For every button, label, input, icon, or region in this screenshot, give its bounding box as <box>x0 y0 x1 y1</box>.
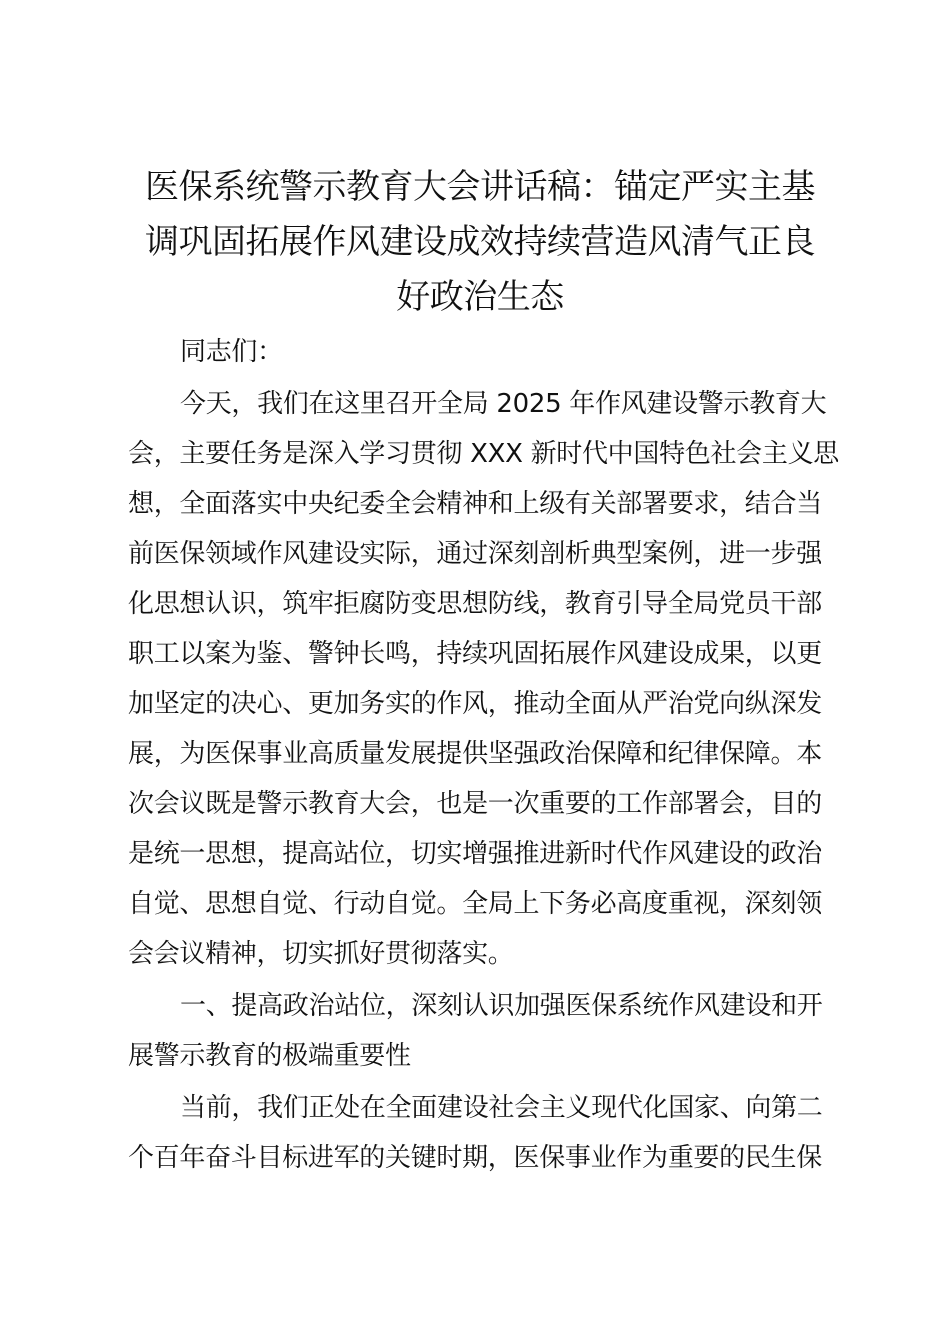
paragraph-line: 化思想认识，筑牢拒腐防变思想防线，教育引导全局党员干部 <box>128 589 822 619</box>
section-heading-line: 一、提高政治站位，深刻认识加强医保系统作风建设和开 <box>180 991 823 1021</box>
paragraph-line: 是统一思想，提高站位，切实增强推进新时代作风建设的政治 <box>128 839 822 869</box>
title-line: 好政治生态 <box>396 277 564 317</box>
document-body <box>128 327 839 1183</box>
paragraph-line: 会，主要任务是深入学习贯彻 XXX 新时代中国特色社会主义思 <box>128 439 839 469</box>
salutation <box>128 327 832 377</box>
paragraph-line: 职工以案为鉴、警钟长鸣，持续巩固拓展作风建设成果，以更 <box>128 639 822 669</box>
paragraph-line: 当前，我们正处在全面建设社会主义现代化国家、向第二 <box>180 1093 823 1123</box>
paragraph-line: 今天，我们在这里召开全局 2025 年作风建设警示教育大 <box>180 389 827 419</box>
paragraph-line: 自觉、思想自觉、行动自觉。全局上下务必高度重视，深刻领 <box>128 889 822 919</box>
paragraph-line: 前医保领域作风建设实际，通过深刻剖析典型案例，进一步强 <box>128 539 822 569</box>
paragraph-line: 会会议精神，切实抓好贯彻落实。 <box>128 939 514 969</box>
salutation-text: 同志们： <box>180 337 283 367</box>
paragraph-line: 想，全面落实中央纪委全会精神和上级有关部署要求，结合当 <box>128 489 822 519</box>
document-page <box>128 160 839 1183</box>
paragraph-section-1 <box>128 1083 832 1183</box>
title-line: 调巩固拓展作风建设成效持续营造风清气正良 <box>145 222 815 262</box>
paragraph-line: 展，为医保事业高质量发展提供坚强政治保障和纪律保障。本 <box>128 739 822 769</box>
paragraph-line: 个百年奋斗目标进军的关键时期，医保事业作为重要的民生保 <box>128 1143 822 1173</box>
document-title <box>128 160 832 325</box>
section-heading-line: 展警示教育的极端重要性 <box>128 1041 411 1071</box>
title-line: 医保系统警示教育大会讲话稿：锚定严实主基 <box>145 167 815 207</box>
paragraph-line: 次会议既是警示教育大会，也是一次重要的工作部署会，目的 <box>128 789 822 819</box>
paragraph-line: 加坚定的决心、更加务实的作风，推动全面从严治党向纵深发 <box>128 689 822 719</box>
paragraph-opening <box>128 379 839 979</box>
section-heading-1 <box>128 981 832 1081</box>
